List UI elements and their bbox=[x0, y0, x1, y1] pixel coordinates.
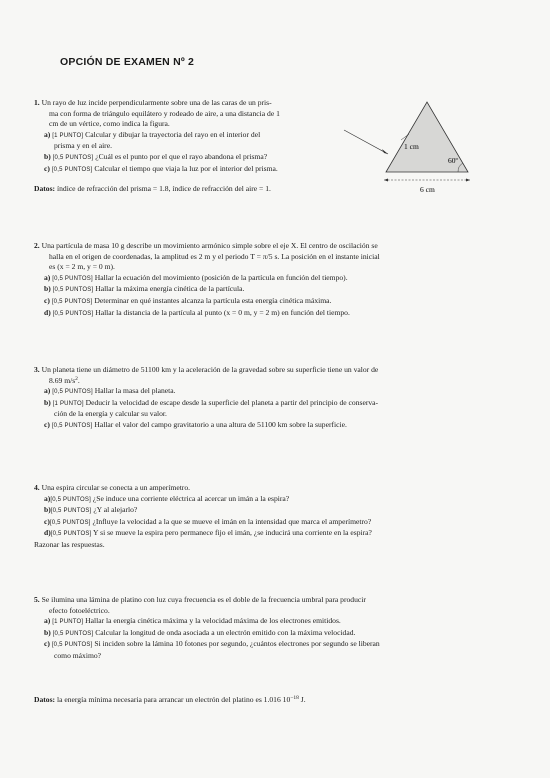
question-4-statement: 4. Una espira circular se conecta a un amperímetro. bbox=[34, 483, 191, 492]
question-4a: a)[0,5 PUNTOS] ¿Se induce una corriente eléctrica al acercar un imán a la espira? bbox=[44, 493, 290, 503]
question-4 bbox=[34, 483, 504, 551]
question-4b: b)[0,5 PUNTOS] ¿Y al alejarlo? bbox=[44, 505, 138, 515]
base-label: 6 cm bbox=[420, 185, 435, 194]
question-3c: c) [0,5 PUNTOS] Hallar el valor del campo gravitatorio a una altura de 51100 km sobre la superficie. bbox=[44, 419, 347, 429]
question-4-closing: Razonar las respuestas. bbox=[34, 539, 105, 549]
question-1-data: Datos: índice de refracción del prisma = 1.8, índice de refracción del aire = 1. bbox=[34, 184, 271, 193]
question-5c: c) [0,5 PUNTOS] Si inciden sobre la lámina 10 fotones por segundo, ¿cuántos electrones por segundo se liberan bbox=[44, 639, 380, 649]
question-3b: b) [1 PUNTO] Deducir la velocidad de escape desde la superficie del planeta a partir del principio de conserva- bbox=[44, 397, 379, 407]
question-3-statement: 3. Un planeta tiene un diámetro de 51100 km y la aceleración de la gravedad sobre su superficie tiene un valor de bbox=[34, 365, 379, 374]
angle-label: 60º bbox=[448, 156, 458, 165]
page-title: OPCIÓN DE EXAMEN Nº 2 bbox=[60, 56, 195, 68]
question-1a: a) [1 PUNTO] Calcular y dibujar la trayectoria del rayo en el interior del bbox=[44, 129, 261, 139]
question-5: 5. Se ilumina una lámina de platino con luz cuya frecuencia es el doble de la frecuencia umbral para producir efecto fotoeléctrico. a) [1 PUNTO] Hallar la energía cinética máxima y la velocidad máxima de los electrones emitidos. b) [0,5 PUNTOS] Calcular la longitud de onda asociada a un electrón emitido con la máxima velocidad. c) [0,5 PUNTOS] Si inciden sobre la lámina 10 fotones por segundo, ¿cuántos electrones por segundo se liberan como máximo? bbox=[34, 595, 504, 662]
question-2c: c) [0,5 PUNTOS] Determinar en qué instantes alcanza la partícula esta energía cinética máxima. bbox=[44, 295, 332, 305]
question-3a: a) [0,5 PUNTOS] Hallar la masa del planeta. bbox=[44, 386, 176, 396]
question-1: 1. Un rayo de luz incide perpendicularmente sobre una de las caras de un pris- ma con forma de triángulo equilátero y rodeado de aire, a una distancia de 1 cm de un vértice, como indica la figura. a) [1 PUNTO] Calcular y dibujar la trayectoria del rayo en el interior del prisma y en el aire. b) [0,5 PUNTOS] ¿Cuál es el punto por el que el rayo abandona el prisma? c) [0,5 PUNTOS] Calcular el tiempo que viaja la luz por el interior del prisma. bbox=[34, 98, 334, 175]
question-5-data: Datos: la energía mínima necesaria para arrancar un electrón del platino es 1.016 $10^{-18}$ J. bbox=[34, 695, 306, 704]
one-cm-label: 1 cm bbox=[404, 142, 419, 151]
question-3: 3. Un planeta tiene un diámetro de 51100 km y la aceleración de la gravedad sobre su superficie tiene un valor de 8.69 $m/s^2$. a) [0,5 PUNTOS] Hallar la masa del planeta. b) [1 PUNTO] Deducir la velocidad de escape desde la superficie del planeta a partir del principio de conserva- ción de la energía y calcular su valor. c) [0,5 PUNTOS] Hallar el valor del campo gravitatorio a una altura de 51100 km sobre la superficie. bbox=[34, 365, 504, 432]
prism-diagram bbox=[340, 96, 500, 206]
question-5a: a) [1 PUNTO] Hallar la energía cinética máxima y la velocidad máxima de los electrones emitidos. bbox=[44, 616, 341, 626]
question-4c: c)[0,5 PUNTOS] ¿Influye la velocidad a la que se mueve el imán en la intensidad que marca el amperímetro? bbox=[44, 516, 372, 526]
question-1b: b) [0,5 PUNTOS] ¿Cuál es el punto por el que el rayo abandona el prisma? bbox=[44, 151, 268, 161]
question-4d: d)[0,5 PUNTOS] Y si se mueve la espira pero permanece fijo el imán, ¿se inducirá una corriente en la espira? bbox=[44, 528, 372, 538]
question-2a: a) [0,5 PUNTOS] Hallar la ecuación del movimiento (posición de la partícula en función del tiempo). bbox=[44, 272, 348, 282]
question-2b: b) [0,5 PUNTOS] Hallar la máxima energía cinética de la partícula. bbox=[44, 284, 245, 294]
question-2: 2. Una partícula de masa 10 g describe un movimiento armónico simple sobre el eje X. El centro de oscilación se halla en el origen de coordenadas, la amplitud es 2 m y el periodo T = π/5 s. La posición en el instante inicial es (x = 2 m, y = 0 m). a) [0,5 PUNTOS] Hallar la ecuación del movimiento (posición de la partícula en función del tiempo). b) [0,5 PUNTOS] Hallar la máxima energía cinética de la partícula. c) [0,5 PUNTOS] Determinar en qué instantes alcanza la partícula esta energía cinética máxima. d) [0,5 PUNTOS] Hallar la distancia de la partícula al punto (x = 0 m, y = 2 m) en función del tiempo. bbox=[34, 241, 504, 319]
question-2-statement: 2. Una partícula de masa 10 g describe un movimiento armónico simple sobre el eje X. El centro de oscilación se bbox=[34, 241, 378, 250]
question-5-statement: 5. Se ilumina una lámina de platino con luz cuya frecuencia es el doble de la frecuencia umbral para producir bbox=[34, 595, 366, 604]
incident-ray bbox=[344, 130, 388, 154]
question-1c: c) [0,5 PUNTOS] Calcular el tiempo que viaja la luz por el interior del prisma. bbox=[44, 163, 278, 173]
question-5b: b) [0,5 PUNTOS] Calcular la longitud de onda asociada a un electrón emitido con la máxima velocidad. bbox=[44, 627, 356, 637]
question-1-statement: 1. Un rayo de luz incide perpendicularmente sobre una de las caras de un pris- bbox=[34, 98, 272, 107]
question-2d: d) [0,5 PUNTOS] Hallar la distancia de la partícula al punto (x = 0 m, y = 2 m) en función del tiempo. bbox=[44, 307, 350, 317]
